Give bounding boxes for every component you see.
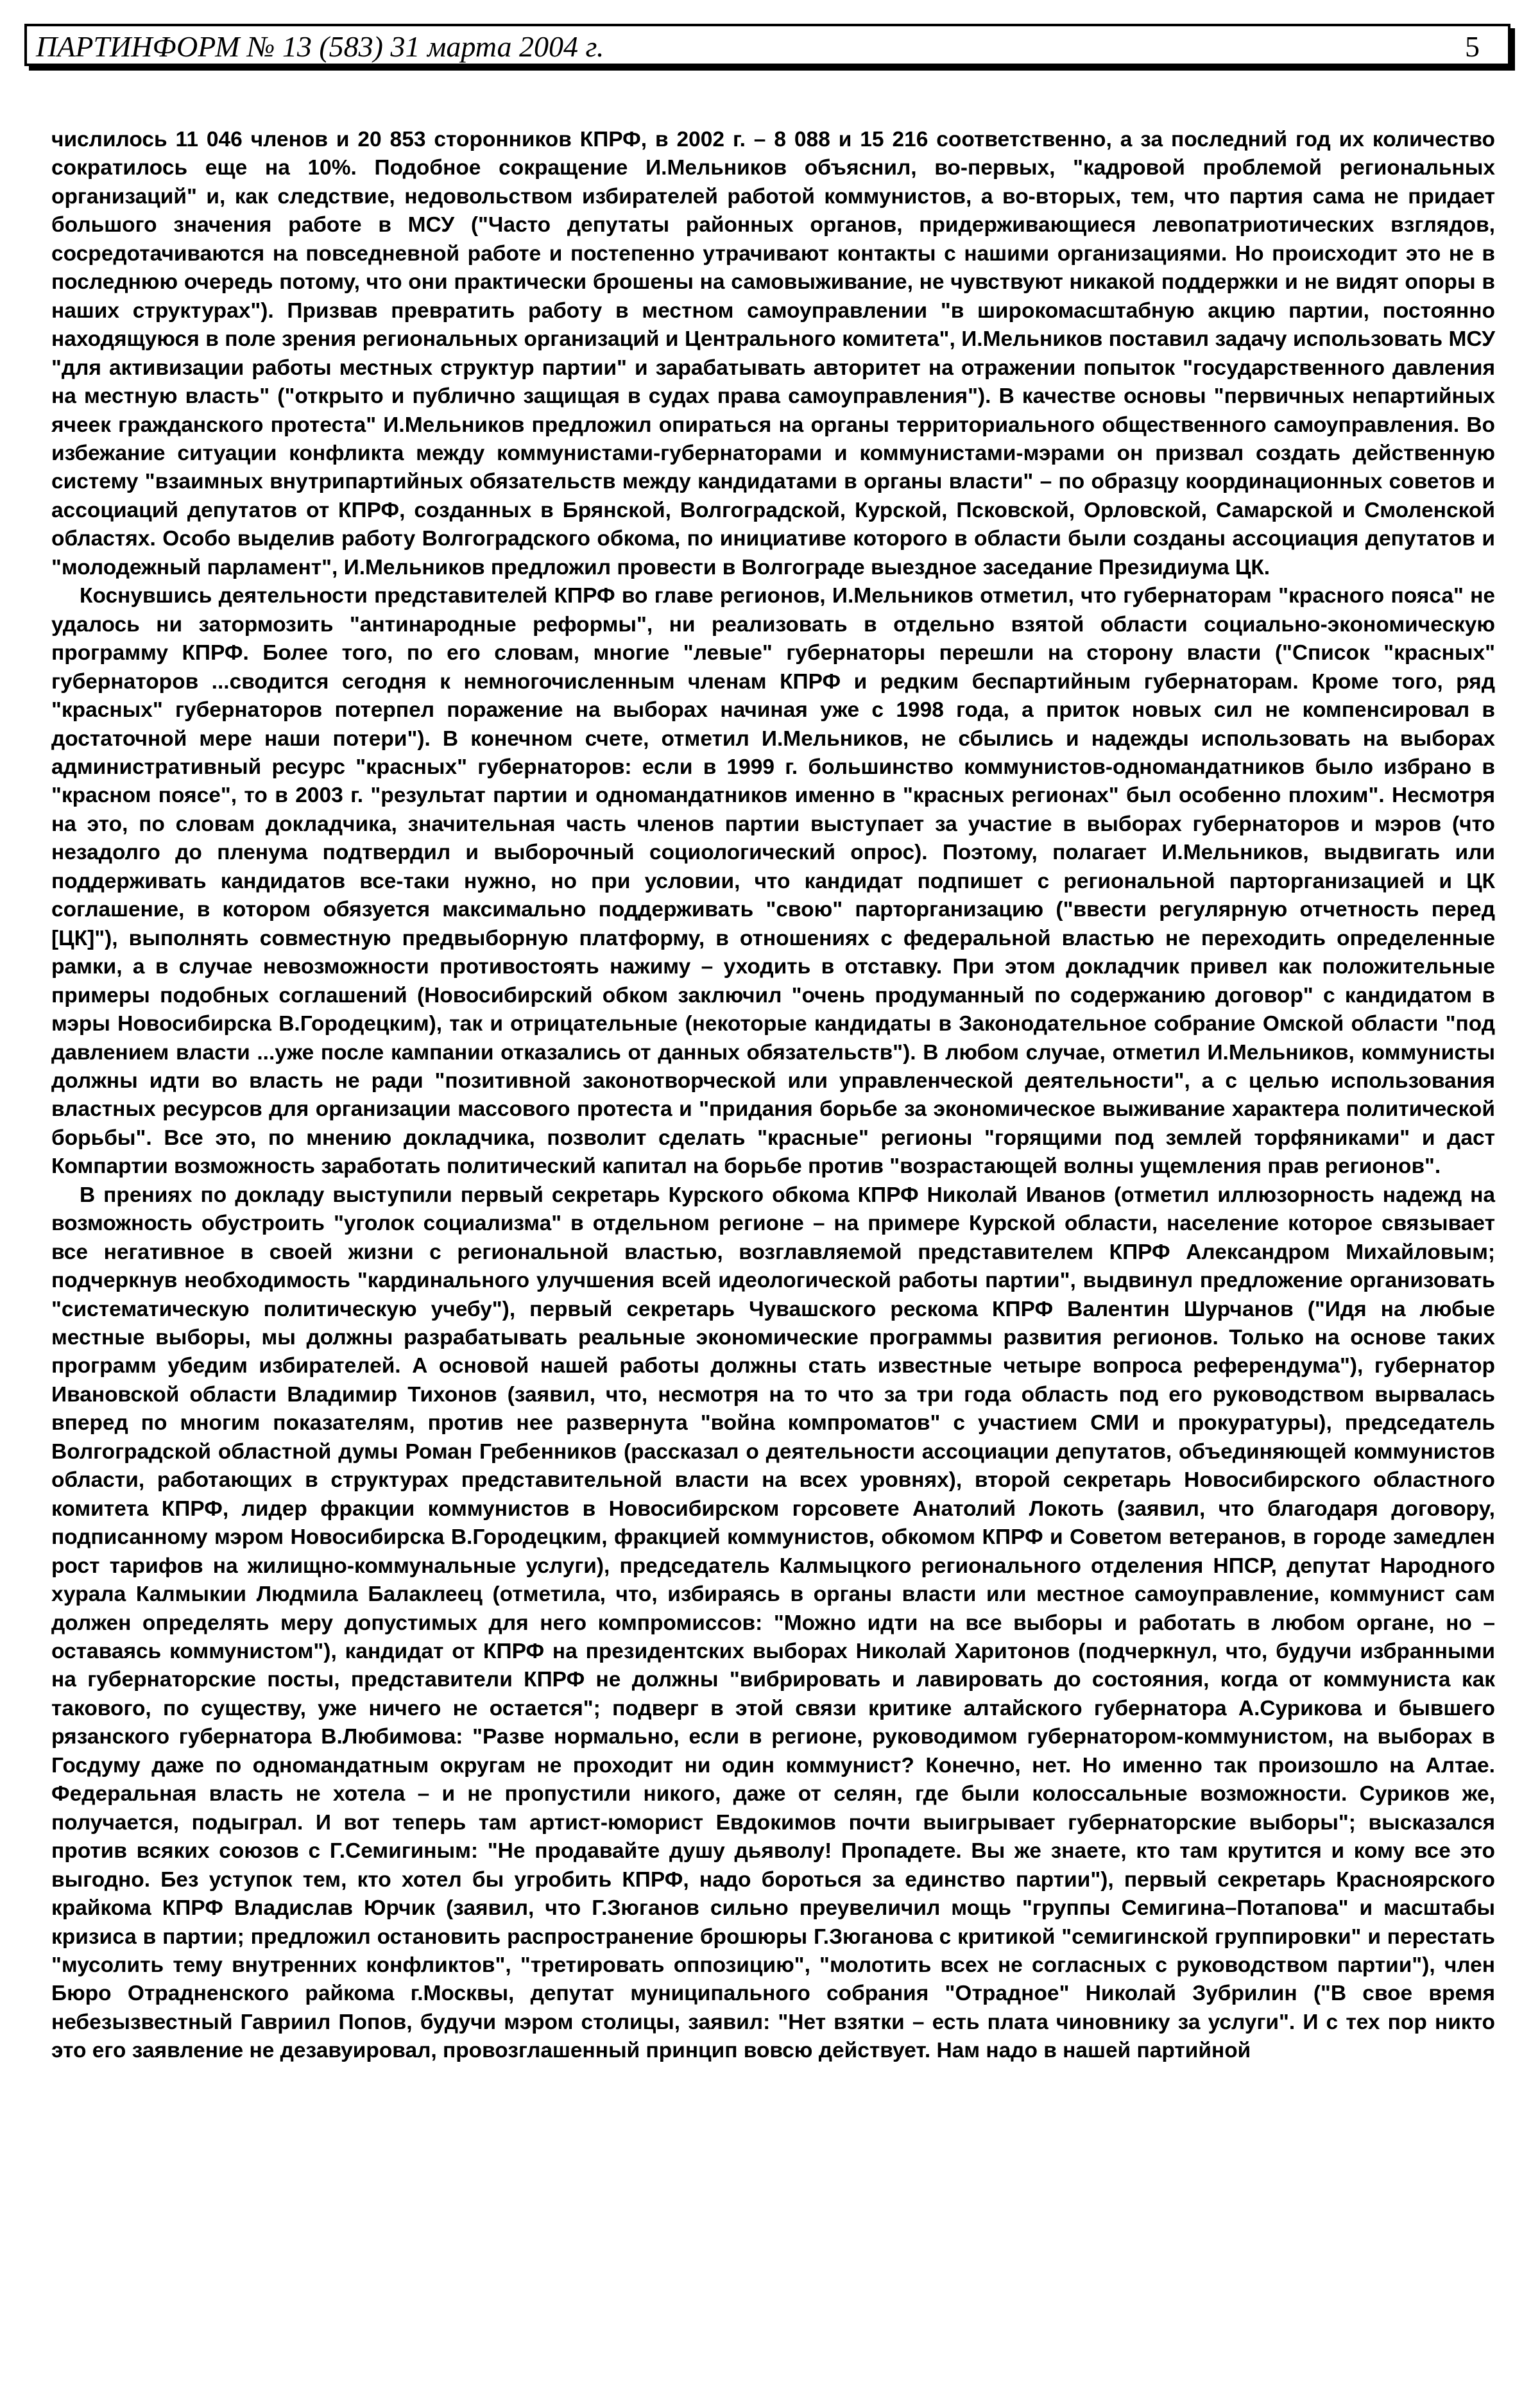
page-number: 5 xyxy=(1465,30,1480,63)
article-body xyxy=(51,126,1495,2066)
paragraph: числилось 11 046 членов и 20 853 сторонников КПРФ, в 2002 г. – 8 088 и 15 216 соответственно, а за последний год их количество сократилось еще на 10%. Подобное сокращение И.Мельников объяснил, во-первых, "кадровой проблемой региональных организаций" и, как следствие, недовольством избирателей работой коммунистов, а во-вторых, тем, что партия сама не придает большого значения работе в МСУ ("Часто депутаты районных органов, придерживающиеся левопатриотических взглядов, сосредотачиваются на повседневной работе и постепенно утрачивают контакты с нашими организациями. Но происходит это не в последнюю очередь потому, что они практически брошены на самовыживание, не чувствуют никакой поддержки и не видят опоры в наших структурах"). Призвав превратить работу в местном самоуправлении "в широкомасштабную акцию партии, постоянно находящуюся в поле зрения региональных организаций и Центрального комитета", И.Мельников поставил задачу использовать МСУ "для активизации работы местных структур партии" и зарабатывать авторитет на отражении попыток "государственного давления на местную власть" ("открыто и публично защищая в судах права самоуправления"). В качестве основы "первичных непартийных ячеек гражданского протеста" И.Мельников предложил опираться на органы территориального общественного самоуправления. Во избежание ситуации конфликта между коммунистами-губернаторами и коммунистами-мэрами он призвал создать действенную систему "взаимных внутрипартийных обязательств между кандидатами в органы власти" – по образцу координационных советов и ассоциаций депутатов от КПРФ, созданных в Брянской, Волгоградской, Курской, Псковской, Орловской, Самарской и Смоленской областях. Особо выделив работу Волгоградского обкома, по инициативе которого в области были созданы ассоциация депутатов и "молодежный парламент", И.Мельников предложил провести в Волгограде выездное заседание Президиума ЦК. xyxy=(51,128,1495,579)
paragraph: Коснувшись деятельности представителей КПРФ во главе регионов, И.Мельников отметил, что губернаторам "красного пояса" не удалось ни затормозить "антинародные реформы", ни реализовать в отдельно взятой области социально-экономическую программу КПРФ. Более того, по его словам, многие "левые" губернаторы перешли на сторону власти ("Список "красных" губернаторов ...сводится сегодня к немногочисленным членам КПРФ и редким беспартийным губернаторам. Кроме того, ряд "красных" губернаторов потерпел поражение на выборах начиная уже с 1998 года, а приток новых сил не компенсировал в достаточной мере наши потери"). В конечном счете, отметил И.Мельников, не сбылись и надежды использовать на выборах административный ресурс "красных" губернаторов: если в 1999 г. большинство коммунистов-одномандатников было избрано в "красном поясе", то в 2003 г. "результат партии и одномандатников именно в "красных регионах" был особенно плохим". Несмотря на это, по словам докладчика, значительная часть членов партии выступает за участие в выборах губернаторов и мэров (что незадолго до пленума подтвердил и выборочный социологический опрос). Поэтому, полагает И.Мельников, выдвигать или поддерживать кандидатов все-таки нужно, но при условии, что кандидат подпишет с региональной парторганизацией и ЦК соглашение, в котором обязуется максимально поддерживать "свою" парторганизацию ("ввести регулярную отчетность перед [ЦК]"), выполнять совместную предвыборную платформу, в отношениях с федеральной властью не переходить определенные рамки, а в случае невозможности противостоять нажиму – уходить в отставку. При этом докладчик привел как положительные примеры подобных соглашений (Новосибирский обком заключил "очень продуманный по содержанию договор" с кандидатом в мэры Новосибирска В.Городецким), так и отрицательные (некоторые кандидаты в Законодательное собрание Омской области "под давлением власти ...уже после кампании отказались от данных обязательств"). В любом случае, отметил И.Мельников, коммунисты должны идти во власть не ради "позитивной законотворческой или управленческой деятельности", а с целью использования властных ресурсов для организации массового протеста и "придания борьбе за экономическое выживание характера политической борьбы". Все это, по мнению докладчика, позволит сделать "красные" регионы "горящими под землей торфяниками" и даст Компартии возможность заработать политический капитал на борьбе против "возрастающей волны ущемления прав регионов". xyxy=(51,584,1495,1179)
publication-title: ПАРТИНФОРМ № 13 (583) 31 марта 2004 г. xyxy=(36,30,604,63)
paragraph: В прениях по докладу выступили первый секретарь Курского обкома КПРФ Николай Иванов (отметил иллюзорность надежд на возможность обустроить "уголок социализма" в отдельном регионе – на примере Курской области, население которое связывает все негативное в своей жизни с региональной властью, возглавляемой представителем КПРФ Александром Михайловым; подчеркнув необходимость "кардинального улучшения всей идеологической работы партии", выдвинул предложение организовать "систематическую политическую учебу"), первый секретарь Чувашского рескома КПРФ Валентин Шурчанов ("Идя на любые местные выборы, мы должны разрабатывать реальные экономические программы развития регионов. Только на основе таких программ убедим избирателей. А основой нашей работы должны стать известные четыре вопроса референдума"), губернатор Ивановской области Владимир Тихонов (заявил, что, несмотря на то что за три года область под его руководством вырвалась вперед по многим показателям, против нее развернута "война компроматов" с участием СМИ и прокуратуры), председатель Волгоградской областной думы Роман Гребенников (рассказал о деятельности ассоциации депутатов, объединяющей коммунистов области, работающих в структурах представительной власти на всех уровнях), второй секретарь Новосибирского областного комитета КПРФ, лидер фракции коммунистов в Новосибирском горсовете Анатолий Локоть (заявил, что благодаря договору, подписанному мэром Новосибирска В.Городецким, фракцией коммунистов, обкомом КПРФ и Советом ветеранов, в городе замедлен рост тарифов на жилищно-коммунальные услуги), председатель Калмыцкого регионального отделения НПСР, депутат Народного хурала Калмыкии Людмила Балаклеец (отметила, что, избираясь в органы власти или местное самоуправление, коммунист сам должен определять меру допустимых для него компромиссов: "Можно идти на все выборы и работать в любом органе, но – оставаясь коммунистом"), кандидат от КПРФ на президентских выборах Николай Харитонов (подчеркнул, что, будучи избранными на губернаторские посты, представители КПРФ не должны "вибрировать и лавировать до состояния, когда от коммуниста как такового, по существу, уже ничего не остается"; подверг в этой связи критике алтайского губернатора А.Сурикова и бывшего рязанского губернатора В.Любимова: "Разве нормально, если в регионе, руководимом губернатором-коммунистом, на выборах в Госдуму даже по одномандатным округам не проходит ни один коммунист? Конечно, нет. Но именно так произошло на Алтае. Федеральная власть не хотела – и не пропустили никого, даже от селян, где были колоссальные возможности. Суриков же, получается, подыграл. И вот теперь там артист-юморист Евдокимов почти выигрывает губернаторские выборы"; высказался против всяких союзов с Г.Семигиным: "Не продавайте душу дьяволу! Пропадете. Вы же знаете, кто там крутится и кому все это выгодно. Без уступок тем, кто хотел бы угробить КПРФ, надо бороться за единство партии"), первый секретарь Красноярского крайкома КПРФ Владислав Юрчик (заявил, что Г.Зюганов сильно преувеличил мощь "группы Семигина–Потапова" и масштабы кризиса в партии; предложил остановить распространение брошюры Г.Зюганова с критикой "семигинской группировки" и перестать "мусолить тему внутренних конфликтов", "третировать оппозицию", "молотить всех не согласных с руководством партии"), член Бюро Отрадненского райкома г.Москвы, депутат муниципального собрания "Отрадное" Николай Зубрилин ("В свое время небезызвестный Гавриил Попов, будучи мэром столицы, заявил: "Нет взятки – есть плата чиновнику за услуги". И с тех пор никто это его заявление не дезавуировал, провозглашенный принцип вовсю действует. Нам надо в нашей партийной xyxy=(51,1183,1495,2063)
page-header xyxy=(24,24,1510,66)
